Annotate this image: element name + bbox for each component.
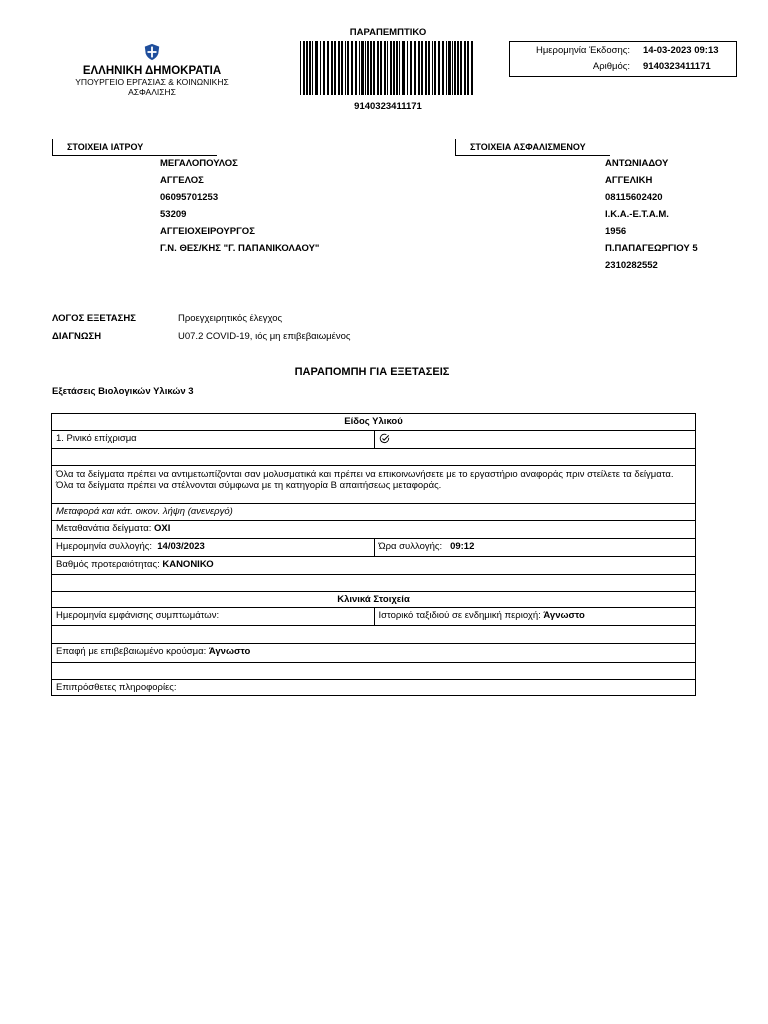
exam-reason-label: ΛΟΓΟΣ ΕΞΕΤΑΣΗΣ	[52, 313, 136, 324]
material-item: 1. Ρινικό επίχρισμα	[56, 433, 137, 444]
diagnosis-label: ΔΙΑΓΝΩΣΗ	[52, 331, 102, 342]
barcode-bar	[315, 41, 318, 95]
barcode-bar	[393, 41, 395, 95]
barcode-bar	[407, 41, 408, 95]
barcode-bar	[414, 41, 416, 95]
barcode-bar	[355, 41, 357, 95]
clinical-header: Κλινικά Στοιχεία	[337, 594, 410, 605]
symptoms-label: Ημερομηνία εμφάνισης συμπτωμάτων:	[56, 610, 220, 621]
barcode-bar	[434, 41, 436, 95]
empty-row	[52, 662, 695, 679]
clinical-header-row	[52, 591, 695, 607]
barcode-bar	[438, 41, 440, 95]
doctor-amka-value: 06095701253	[160, 192, 219, 203]
referral-table	[51, 413, 696, 696]
insured-address-value: Π.ΠΑΠΑΓΕΩΡΓΙΟΥ 5	[605, 243, 698, 254]
barcode-bar	[345, 41, 346, 95]
barcode-bar	[370, 41, 372, 95]
barcode-bar	[467, 41, 469, 95]
barcode-bar	[380, 41, 382, 95]
barcode-bar	[446, 41, 447, 95]
material-check-cell	[374, 431, 696, 448]
note-cell	[52, 466, 695, 503]
barcode-bar	[464, 41, 466, 95]
greek-coat-of-arms-icon	[143, 43, 161, 61]
barcode-bar	[327, 41, 329, 95]
barcode-bar	[448, 41, 451, 95]
barcode-bar	[454, 41, 456, 95]
government-logo	[52, 43, 252, 97]
material-item-row	[52, 430, 695, 448]
contact-row	[52, 643, 695, 662]
travel-value: Άγνωστο	[543, 610, 585, 621]
referral-subtitle: Εξετάσεις Βιολογικών Υλικών 3	[52, 386, 194, 397]
empty-row	[52, 625, 695, 643]
contact-label: Επαφή με επιβεβαιωμένο κρούσμα:	[56, 646, 207, 657]
barcode-bar	[396, 41, 398, 95]
barcode-bar	[377, 41, 379, 95]
priority-label: Βαθμός προτεραιότητας:	[56, 559, 160, 570]
priority-row	[52, 556, 695, 574]
issue-info-box	[509, 41, 737, 77]
barcode-bar	[309, 41, 311, 95]
barcode-bar	[323, 41, 325, 95]
insured-surname-value: ΑΝΤΩΝΙΑΔΟΥ	[605, 158, 669, 169]
empty-row	[52, 448, 695, 465]
barcode-bar	[320, 41, 321, 95]
issue-number-value: 9140323411171	[643, 61, 711, 72]
barcode-bar	[421, 41, 423, 95]
barcode-bar	[347, 41, 349, 95]
issue-number-row	[510, 60, 736, 74]
material-header-row	[52, 414, 695, 430]
document-type: ΠΑΡΑΠΕΜΠΤΙΚΟ	[349, 27, 427, 38]
barcode-bar	[300, 41, 301, 95]
circle-check-icon	[379, 433, 390, 444]
barcode-bar	[341, 41, 343, 95]
contact-value: Άγνωστο	[208, 646, 251, 657]
insured-details	[0, 155, 768, 280]
ministry-name: ΥΠΟΥΡΓΕΙΟ ΕΡΓΑΣΙΑΣ & ΚΟΙΝΩΝΙΚΗΣ ΑΣΦΑΛΙΣΗΣ	[75, 77, 229, 97]
barcode-number: 9140323411171	[354, 101, 422, 112]
government-title: ΕΛΛΗΝΙΚΗ ΔΗΜΟΚΡΑΤΙΑ	[82, 65, 222, 77]
barcode-bar	[410, 41, 412, 95]
doctor-specialty-value: ΑΓΓΕΙΟΧΕΙΡΟΥΡΓΟΣ	[160, 226, 255, 237]
insured-phone-value: 2310282552	[605, 260, 658, 271]
barcode-bar	[373, 41, 375, 95]
insured-name-value: ΑΓΓΕΛΙΚΗ	[605, 175, 653, 186]
collection-time-label: Ώρα συλλογής:	[378, 541, 443, 552]
doctor-etaa-value: 53209	[160, 209, 187, 220]
postmortem-row	[52, 520, 695, 538]
insured-birth-year-value: 1956	[605, 226, 627, 237]
barcode-bar	[361, 41, 364, 95]
travel-label: Ιστορικό ταξιδιού σε ενδημική περιοχή:	[378, 610, 541, 621]
doctor-unit-value: Γ.Ν. ΘΕΣ/ΚΗΣ "Γ. ΠΑΠΑΝΙΚΟΛΑΟΥ"	[160, 243, 320, 254]
barcode-bar	[428, 41, 430, 95]
barcode-bar	[351, 41, 353, 95]
barcode-bar	[425, 41, 427, 95]
postmortem-label: Μεταθανάτια δείγματα:	[56, 523, 152, 534]
barcode-bar	[331, 41, 333, 95]
transport-text: Μεταφορά και κάτ. οικον. λήψη (ανενεργό)	[56, 506, 233, 517]
barcode	[298, 41, 478, 97]
barcode-bar	[387, 41, 388, 95]
barcode-bar	[359, 41, 360, 95]
barcode-bar	[418, 41, 420, 95]
barcode-bar	[365, 41, 366, 95]
postmortem-value: ΟΧΙ	[154, 523, 171, 534]
note-text: Όλα τα δείγματα πρέπει να αντιμετωπίζονται σαν μολυσματικά και πρέπει να επικοινωνήσετε με το εργαστήριο αναφοράς πριν στείλετε τα δείγματα.	[56, 469, 674, 480]
barcode-bar	[312, 41, 313, 95]
empty-row	[52, 574, 695, 591]
additional-info-label: Επιπρόσθετες πληροφορίες:	[56, 682, 177, 693]
symptoms-travel-row	[52, 607, 695, 625]
barcode-bar	[402, 41, 405, 95]
issue-date-row	[510, 44, 736, 58]
priority-value: ΚΑΝΟΝΙΚΟ	[162, 559, 214, 570]
barcode-bar	[303, 41, 305, 95]
diagnosis-row	[52, 328, 652, 346]
issue-number-label: Αριθμός:	[592, 61, 630, 72]
barcode-bar	[452, 41, 453, 95]
barcode-bar	[390, 41, 392, 95]
insured-eligibility-value: Ι.Κ.Α.-Ε.Τ.Α.Μ.	[605, 209, 669, 220]
collection-row	[52, 538, 695, 556]
collection-date-label: Ημερομηνία συλλογής:	[56, 541, 152, 552]
additional-info-row	[52, 679, 695, 695]
insured-amka-value: 08115602420	[605, 192, 663, 203]
barcode-bar	[432, 41, 433, 95]
material-header: Είδος Υλικού	[344, 416, 403, 427]
note-row	[52, 465, 695, 503]
referral-title: ΠΑΡΑΠΟΜΠΗ ΓΙΑ ΕΞΕΤΑΣΕΙΣ	[294, 366, 450, 378]
diagnosis-value: U07.2 COVID-19, ιός μη επιβεβαιωμένος	[178, 331, 351, 342]
barcode-bar	[442, 41, 444, 95]
doctor-section-title: ΣΤΟΙΧΕΙΑ ΙΑΤΡΟΥ	[52, 139, 217, 156]
barcode-bar	[457, 41, 459, 95]
exam-reason-value: Προεγχειρητικός έλεγχος	[178, 313, 283, 324]
issue-date-label: Ημερομηνία Έκδοσης:	[535, 45, 630, 56]
note-text-2: Όλα τα δείγματα πρέπει να στέλνονται σύμφωνα με τη κατηγορία Β απαιτήσεως μεταφοράς.	[56, 480, 442, 491]
barcode-bar	[460, 41, 462, 95]
barcode-bar	[334, 41, 336, 95]
barcode-bar	[367, 41, 369, 95]
barcode-bar	[471, 41, 473, 95]
barcode-bar	[306, 41, 308, 95]
collection-time-value: 09:12	[450, 541, 475, 552]
issue-date-value: 14-03-2023 09:13	[643, 45, 719, 56]
insured-section-title: ΣΤΟΙΧΕΙΑ ΑΣΦΑΛΙΣΜΕΝΟΥ	[455, 139, 610, 156]
doctor-surname-value: ΜΕΓΑΛΟΠΟΥΛΟΣ	[160, 158, 238, 169]
exam-reason-row	[52, 310, 652, 328]
doctor-name-value: ΑΓΓΕΛΟΣ	[160, 175, 204, 186]
barcode-bar	[399, 41, 400, 95]
collection-date-value: 14/03/2023	[157, 541, 205, 552]
transport-row	[52, 503, 695, 520]
barcode-bar	[338, 41, 340, 95]
barcode-bar	[384, 41, 386, 95]
